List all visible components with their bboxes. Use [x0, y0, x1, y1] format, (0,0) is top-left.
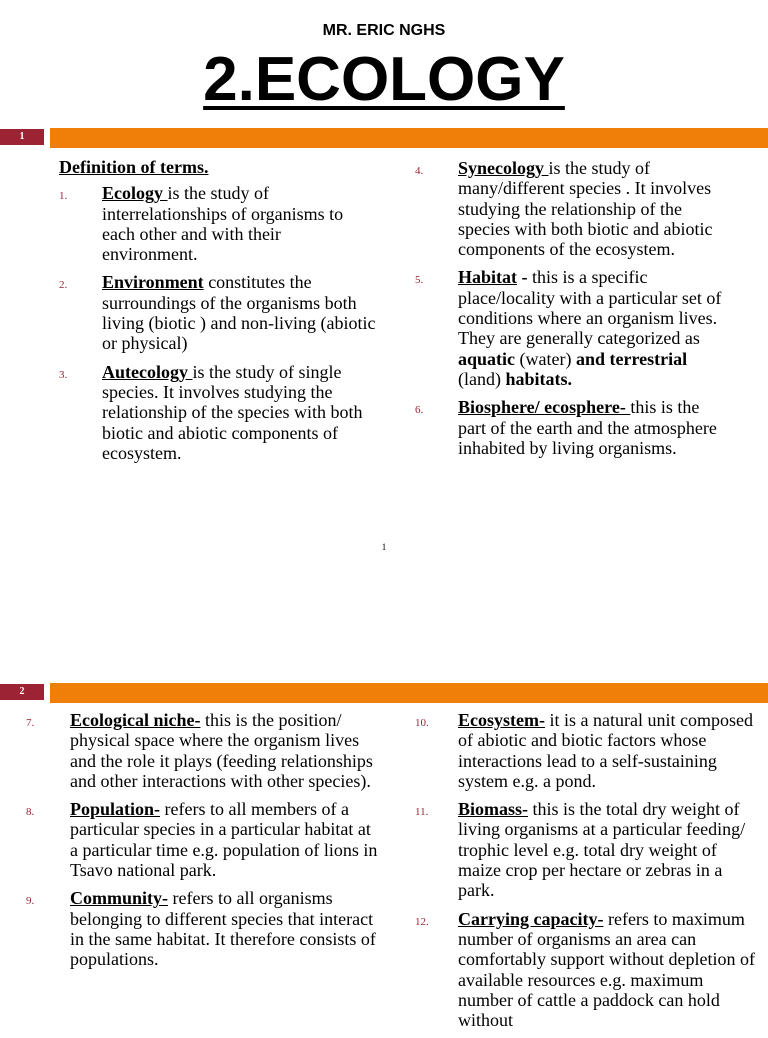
definition: this is a specific place/locality with a particular set of conditions where an organism lives. They are generally categorized as	[458, 267, 722, 349]
list-item	[26, 710, 378, 791]
slide-number-badge: 1	[0, 129, 44, 145]
definition: this is the total dry weight of living organisms at a particular feeding/ trophic level e.g. total dry weight of maize crop per hectare or zebras in a park.	[458, 799, 746, 901]
definition: is the study of interrelationships of organisms to each other and with their environment.	[102, 183, 344, 265]
term: Ecological niche-	[70, 710, 201, 730]
term: Synecology	[458, 158, 549, 178]
term: Autecology	[102, 361, 193, 382]
definition: refers to all organisms belonging to different species that interact in the same habitat. It therefore consists of populations.	[70, 888, 376, 970]
slide-header-bar	[50, 683, 768, 703]
definition: this is the position/ physical space where the organism lives and the role it plays (feeding relationships and other interactions with other species).	[70, 710, 373, 791]
term: Biomass-	[458, 799, 529, 820]
item-number: 4.	[415, 165, 424, 177]
bold-aquatic: aquatic	[458, 348, 516, 369]
list-item	[415, 267, 723, 389]
definition: is the study of many/different species . It involves studying the relationship of the species with both biotic and abiotic components of the ecosystem.	[458, 158, 713, 260]
slide-header-bar	[50, 128, 768, 148]
list-item	[59, 362, 379, 463]
definition-water: (water)	[515, 348, 576, 369]
item-number: 11.	[415, 806, 429, 819]
bold-habitats: habitats.	[505, 368, 572, 389]
left-column	[26, 710, 378, 978]
term: Biosphere/ ecosphere-	[458, 397, 631, 418]
slide-number-badge: 2	[0, 684, 44, 700]
definition-land: (land)	[458, 368, 506, 389]
item-number: 2.	[59, 279, 68, 292]
list-item	[415, 158, 723, 259]
bold-terrestrial: and terrestrial	[575, 348, 688, 369]
list-item	[415, 710, 757, 791]
definition: is the study of single species. It involves studying the relationship of the species with both biotic and abiotic components of ecosystem.	[102, 361, 363, 463]
item-number: 6.	[415, 404, 424, 417]
item-number: 1.	[59, 190, 68, 203]
list-item	[26, 888, 378, 969]
item-number: 12.	[415, 915, 429, 928]
term: Community-	[70, 888, 168, 909]
list-item	[415, 397, 723, 458]
list-item	[59, 183, 379, 264]
definition: it is a natural unit composed of abiotic and biotic factors whose interactions lead to a self-sustaining system e.g. a pond.	[458, 710, 753, 791]
definition: refers to maximum number of organisms an area can comfortably support without depletion of available resources e.g. maximum number of cattle a paddock can hold without	[458, 908, 755, 1031]
definition: refers to all members of a particular species in a particular habitat at a particular time e.g. population of lions in Tsavo national park.	[70, 799, 378, 881]
right-column	[415, 158, 723, 466]
item-number: 7.	[26, 717, 35, 729]
term: Habitat	[458, 267, 518, 288]
item-number: 3.	[59, 368, 68, 381]
list-item	[26, 799, 378, 880]
page-title: 2.ECOLOGY	[203, 45, 565, 114]
term: Environment	[102, 272, 204, 293]
item-number: 5.	[415, 274, 424, 287]
item-number: 10.	[415, 717, 429, 729]
right-column	[415, 710, 757, 1038]
term: Ecosystem-	[458, 710, 545, 730]
term-dash: -	[517, 267, 528, 288]
page-number: 1	[381, 542, 387, 552]
author-name: MR. ERIC NGHS	[322, 22, 446, 39]
term: Carrying capacity-	[458, 908, 604, 929]
item-number: 8.	[26, 806, 35, 819]
list-item	[415, 909, 757, 1031]
list-item	[59, 272, 379, 353]
list-item	[415, 799, 757, 900]
section-heading: Definition of terms.	[59, 157, 209, 177]
definition: constitutes the surroundings of the organisms both living (biotic ) and non-living (abiotic or physical)	[102, 272, 376, 354]
definition: this is the part of the earth and the atmosphere inhabited by living organisms.	[458, 397, 717, 458]
term: Population-	[70, 799, 161, 820]
term: Ecology	[102, 183, 168, 204]
item-number: 9.	[26, 895, 35, 908]
left-column	[59, 157, 379, 471]
